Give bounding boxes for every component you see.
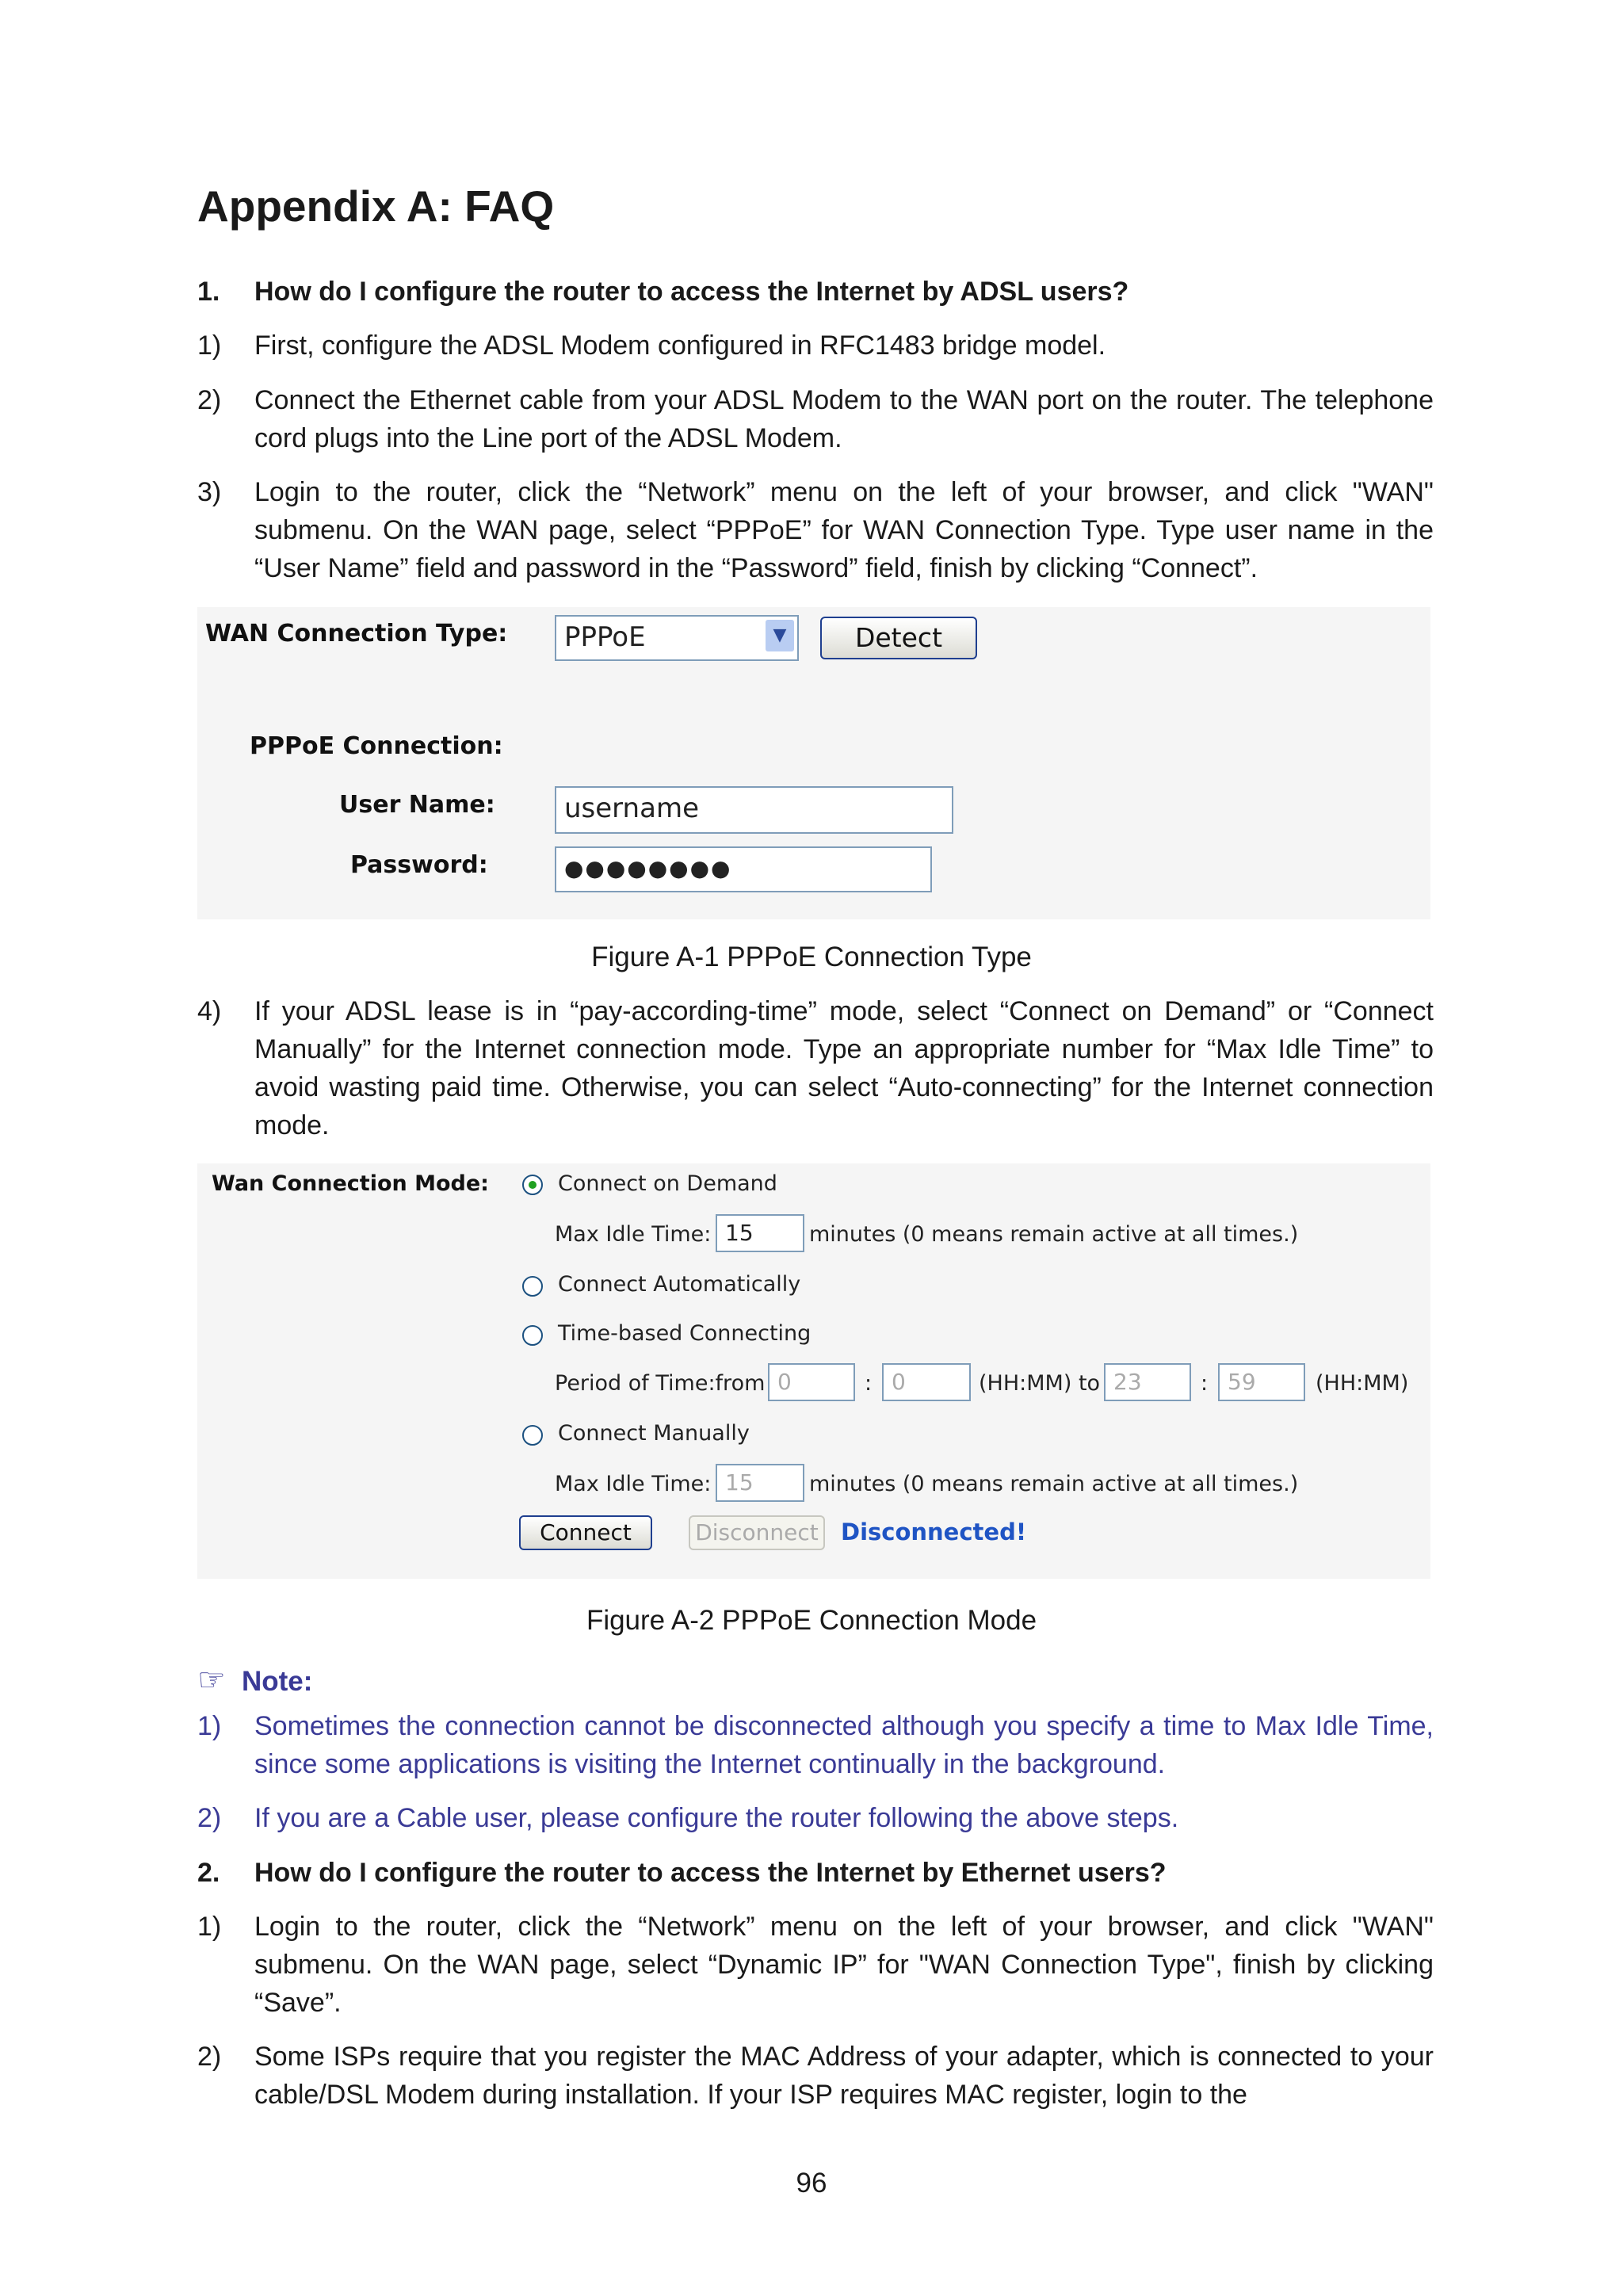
note-heading bbox=[197, 1661, 312, 1701]
connect-button[interactable]: Connect bbox=[519, 1515, 652, 1550]
chevron-down-icon: ▼ bbox=[766, 620, 794, 651]
connect-automatically-radio[interactable] bbox=[522, 1276, 543, 1297]
password-label: Password: bbox=[350, 851, 488, 879]
question-number: 1. bbox=[197, 277, 220, 307]
page-title: Appendix A: FAQ bbox=[197, 181, 555, 231]
figure-caption: Figure A-2 PPPoE Connection Mode bbox=[586, 1605, 1037, 1636]
item-number: 1) bbox=[197, 1912, 222, 1942]
max-idle-input-manual[interactable]: 15 bbox=[716, 1464, 804, 1502]
to-hour-input[interactable]: 23 bbox=[1104, 1363, 1191, 1401]
pppoe-type-screenshot bbox=[197, 607, 1430, 919]
username-field[interactable]: username bbox=[555, 786, 953, 834]
hhmm-label: (HH:MM) bbox=[1316, 1371, 1409, 1396]
item-number: 1) bbox=[197, 1711, 222, 1741]
to-label: (HH:MM) to bbox=[979, 1371, 1101, 1396]
connect-manually-label: Connect Manually bbox=[558, 1421, 750, 1446]
to-minute-input[interactable]: 59 bbox=[1218, 1363, 1305, 1401]
item-text: First, configure the ADSL Modem configured in RFC1483 bridge model. bbox=[254, 330, 1106, 361]
pppoe-connection-label: PPPoE Connection: bbox=[250, 732, 503, 760]
max-idle-label: Max Idle Time: bbox=[555, 1472, 712, 1496]
period-label: Period of Time:from bbox=[555, 1371, 766, 1396]
from-hour-input[interactable]: 0 bbox=[768, 1363, 855, 1401]
item-number: 2) bbox=[197, 1803, 222, 1833]
status-text: Disconnected! bbox=[841, 1519, 1027, 1545]
question-text: How do I configure the router to access the Internet by Ethernet users? bbox=[254, 1858, 1167, 1888]
disconnect-button[interactable]: Disconnect bbox=[689, 1515, 825, 1550]
detect-button[interactable]: Detect bbox=[820, 617, 977, 659]
time-based-label: Time-based Connecting bbox=[558, 1321, 812, 1346]
connect-automatically-label: Connect Automatically bbox=[558, 1272, 801, 1297]
item-text: Sometimes the connection cannot be disconnected although you specify a time to Max Idle Time, since some applications is visiting the Internet continually in the background. bbox=[254, 1711, 1434, 1779]
item-number: 4) bbox=[197, 996, 222, 1026]
password-field[interactable]: ●●●●●●●● bbox=[555, 846, 932, 892]
wan-mode-label: Wan Connection Mode: bbox=[212, 1171, 489, 1196]
page-number: 96 bbox=[796, 2168, 827, 2199]
item-number: 3) bbox=[197, 477, 222, 507]
item-text: Login to the router, click the “Network” menu on the left of your browser, and click "WAN" submenu. On the WAN page, select “Dynamic IP” for "WAN Connection Type", finish by clicking “Save”. bbox=[254, 1912, 1434, 2018]
wan-type-select[interactable] bbox=[555, 615, 799, 661]
item-text: If your ADSL lease is in “pay-according-time” mode, select “Connect on Demand” or “Connect Manually” for the Internet connection mode. Type an appropriate number for “Max Idle Time” to avoid wasting paid time. Otherwise, you can select “Auto-connecting” for the Internet connection mode. bbox=[254, 996, 1434, 1140]
connect-on-demand-label: Connect on Demand bbox=[558, 1171, 777, 1196]
max-idle-input[interactable]: 15 bbox=[716, 1214, 804, 1252]
minutes-note: minutes (0 means remain active at all times.) bbox=[809, 1222, 1299, 1247]
note-title: Note: bbox=[242, 1666, 313, 1697]
pppoe-mode-screenshot bbox=[197, 1163, 1430, 1579]
wan-type-selected: PPPoE bbox=[564, 621, 646, 653]
username-label: User Name: bbox=[339, 791, 495, 819]
item-number: 1) bbox=[197, 330, 222, 361]
minutes-note: minutes (0 means remain active at all times.) bbox=[809, 1472, 1299, 1496]
pointing-hand-icon: ☞ bbox=[197, 1663, 226, 1698]
item-text: Login to the router, click the “Network” menu on the left of your browser, and click "WAN" submenu. On the WAN page, select “PPPoE” for WAN Connection Type. Type user name in the “User Name” field and password in the “Password” field, finish by clicking “Connect”. bbox=[254, 477, 1434, 583]
max-idle-label: Max Idle Time: bbox=[555, 1222, 712, 1247]
item-text: Connect the Ethernet cable from your ADSL Modem to the WAN port on the router. The telephone cord plugs into the Line port of the ADSL Modem. bbox=[254, 385, 1434, 453]
connect-manually-radio[interactable] bbox=[522, 1425, 543, 1446]
item-number: 2) bbox=[197, 2042, 222, 2072]
time-colon: : bbox=[865, 1371, 873, 1396]
time-colon: : bbox=[1201, 1371, 1209, 1396]
wan-type-label: WAN Connection Type: bbox=[205, 620, 508, 648]
time-based-radio[interactable] bbox=[522, 1325, 543, 1346]
item-number: 2) bbox=[197, 385, 222, 415]
from-minute-input[interactable]: 0 bbox=[882, 1363, 971, 1401]
connect-on-demand-radio[interactable] bbox=[522, 1175, 543, 1195]
figure-caption: Figure A-1 PPPoE Connection Type bbox=[591, 942, 1032, 972]
question-text: How do I configure the router to access the Internet by ADSL users? bbox=[254, 277, 1129, 307]
item-text: Some ISPs require that you register the MAC Address of your adapter, which is connected to your cable/DSL Modem during installation. If your ISP requires MAC register, login to the bbox=[254, 2042, 1434, 2110]
question-number: 2. bbox=[197, 1858, 220, 1888]
item-text: If you are a Cable user, please configure the router following the above steps. bbox=[254, 1803, 1179, 1833]
